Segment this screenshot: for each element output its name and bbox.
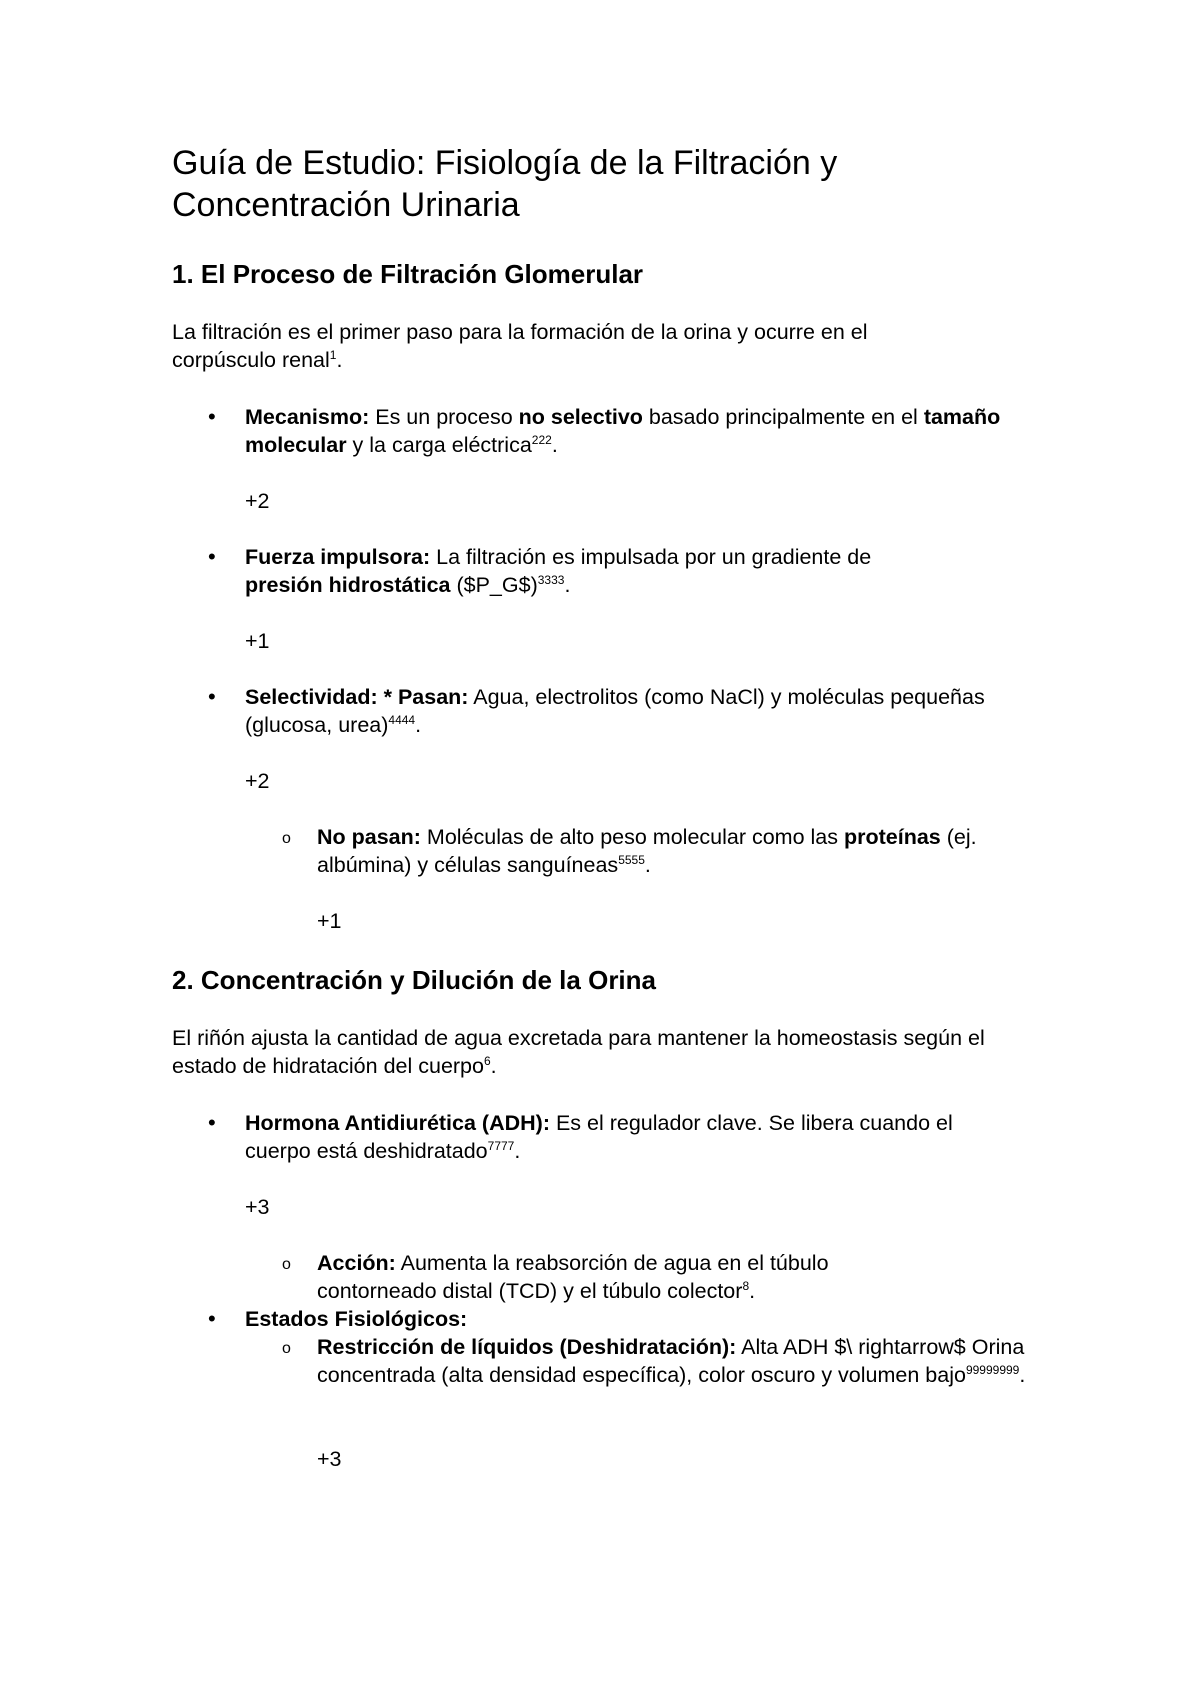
- citation-count[interactable]: +1: [317, 909, 342, 933]
- citation-count[interactable]: +1: [245, 629, 270, 653]
- document-title: Guía de Estudio: Fisiología de la Filtración y Concentración Urinaria: [172, 144, 838, 224]
- sub-bullet-restriccion: Restricción de líquidos (Deshidratación): Alta ADH $\ rightarrow$ Orina concentrada (alta densidad específica), color oscuro y volumen bajo$^{99999999}$.: [317, 1335, 1026, 1387]
- bullet-estados: Estados Fisiológicos:: [245, 1307, 468, 1331]
- bullet-selectividad: Selectividad: * Pasan: Agua, electrolitos (como NaCl) y moléculas pequeñas (glucosa, urea)$^{4444}$.: [245, 685, 985, 737]
- section2-heading: 2. Concentración y Dilución de la Orina: [172, 965, 656, 995]
- sub-bullet-accion: Acción: Aumenta la reabsorción de agua en el túbulo contorneado distal (TCD) y el túbulo colector$^8$.: [317, 1251, 829, 1303]
- sub-bullet-marker: o: [282, 1340, 291, 1357]
- citation-count[interactable]: +2: [245, 769, 270, 793]
- bullet-dot: •: [208, 404, 216, 429]
- bullet-dot: •: [208, 544, 216, 569]
- citation-count[interactable]: +3: [245, 1195, 270, 1219]
- sub-bullet-no-pasan: No pasan: Moléculas de alto peso molecular como las proteínas (ej. albúmina) y células sanguíneas$^{5555}$.: [317, 825, 977, 877]
- sub-bullet-marker: o: [282, 830, 291, 847]
- bullet-mecanismo: Mecanismo: Es un proceso no selectivo basado principalmente en el tamaño molecular y la carga eléctrica$^{222}$.: [245, 405, 1001, 457]
- citation-count[interactable]: +3: [317, 1447, 342, 1471]
- section2-intro: El riñón ajusta la cantidad de agua excretada para mantener la homeostasis según el estado de hidratación del cuerpo$^6$.: [172, 1026, 985, 1078]
- bullet-dot: •: [208, 684, 216, 709]
- bullet-dot: •: [208, 1110, 216, 1135]
- sub-bullet-marker: o: [282, 1256, 291, 1273]
- citation-count[interactable]: +2: [245, 489, 270, 513]
- section1-intro: La filtración es el primer paso para la formación de la orina y ocurre en el corpúsculo renal$^1$.: [172, 320, 868, 372]
- bullet-dot: •: [208, 1306, 216, 1331]
- section1-heading: 1. El Proceso de Filtración Glomerular: [172, 259, 644, 289]
- bullet-adh: Hormona Antidiurética (ADH): Es el regulador clave. Se libera cuando el cuerpo está deshidratado$^{7777}$.: [245, 1111, 953, 1163]
- bullet-fuerza: Fuerza impulsora: La filtración es impulsada por un gradiente de presión hidrostática ($P_G$)$^{3333}$.: [245, 545, 872, 597]
